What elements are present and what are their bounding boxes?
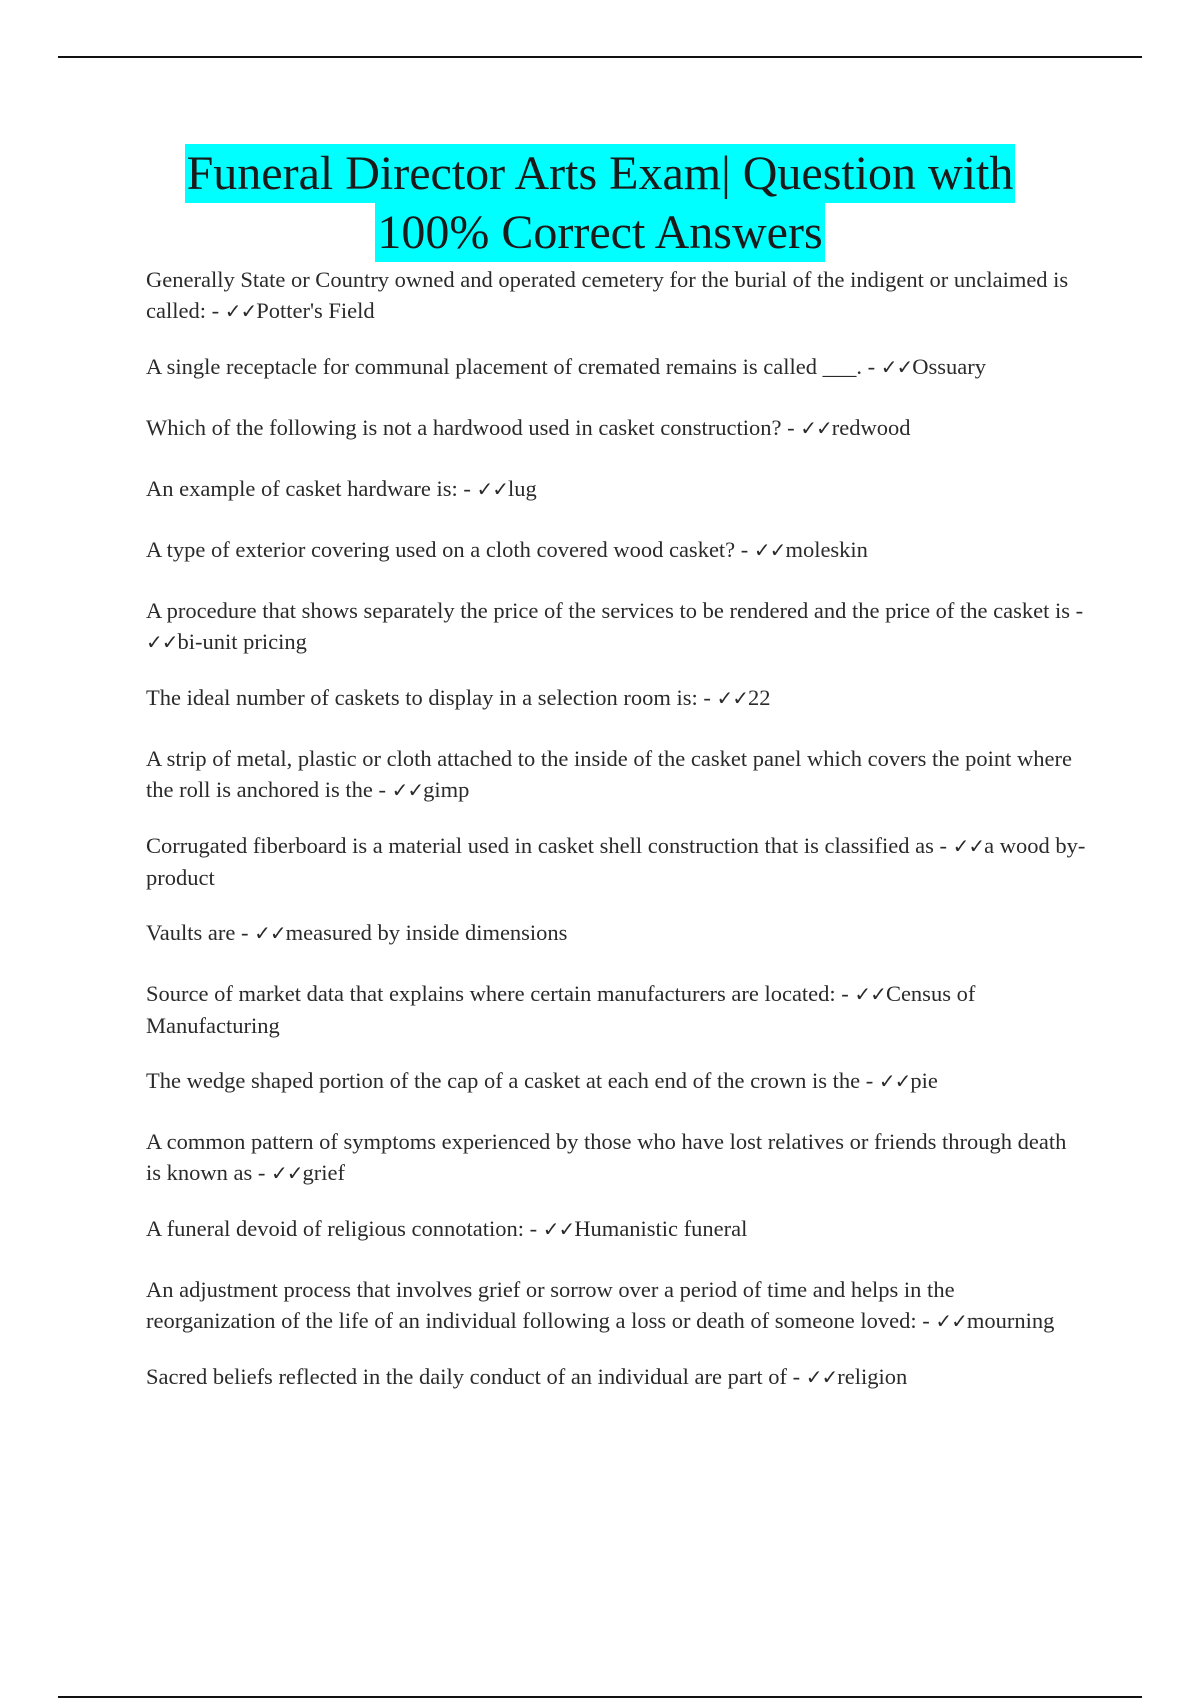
question-answer-list — [146, 264, 1086, 1422]
question-text: An example of casket hardware is: - — [146, 476, 477, 501]
question-text: A common pattern of symptoms experienced by those who have lost relatives or friends through death is known as - — [146, 1129, 1067, 1185]
qa-item — [146, 1065, 1086, 1097]
answer-text: moleskin — [785, 537, 868, 562]
qa-item — [146, 351, 1086, 383]
double-check-icon: ✓✓ — [716, 686, 748, 710]
qa-item — [146, 917, 1086, 949]
qa-item — [146, 412, 1086, 444]
qa-item — [146, 534, 1086, 566]
question-text: An adjustment process that involves grief or sorrow over a period of time and helps in the reorganization of the life of an individual following a loss or death of someone loved: - — [146, 1277, 955, 1333]
double-check-icon: ✓✓ — [800, 416, 832, 440]
double-check-icon: ✓✓ — [271, 1161, 303, 1185]
answer-text: a wood by-product — [146, 833, 1086, 890]
double-check-icon: ✓✓ — [476, 477, 509, 501]
question-text: Vaults are - — [146, 920, 255, 945]
qa-item — [146, 682, 1086, 714]
double-check-icon: ✓✓ — [254, 921, 286, 945]
question-text: A funeral devoid of religious connotation: - — [146, 1216, 543, 1241]
qa-item — [146, 1213, 1086, 1245]
double-check-icon: ✓✓ — [952, 834, 985, 858]
double-check-icon: ✓✓ — [935, 1309, 967, 1333]
question-text: A single receptacle for communal placement of cremated remains is called ___. - — [146, 354, 881, 379]
qa-item — [146, 1126, 1086, 1189]
footer-rule — [58, 1696, 1142, 1698]
double-check-icon: ✓✓ — [805, 1365, 838, 1389]
answer-text: redwood — [831, 415, 911, 440]
answer-text: measured by inside dimensions — [285, 920, 568, 945]
title-line-1: Funeral Director Arts Exam| Question with — [185, 144, 1016, 203]
question-text: A type of exterior covering used on a cloth covered wood casket? - — [146, 537, 754, 562]
question-text: A procedure that shows separately the price of the services to be rendered and the price of the casket is - — [146, 598, 1084, 623]
question-text: Sacred beliefs reflected in the daily conduct of an individual are part of - — [146, 1364, 806, 1389]
answer-text: pie — [910, 1068, 938, 1093]
question-text: The ideal number of caskets to display in a selection room is: - — [146, 685, 717, 710]
question-text: Source of market data that explains where certain manufacturers are located: - — [146, 981, 855, 1006]
qa-item — [146, 1361, 1086, 1393]
question-text: Generally State or Country owned and operated cemetery for the burial of the indigent or unclaimed is called: - — [146, 267, 1069, 323]
qa-item — [146, 595, 1086, 658]
answer-text: lug — [508, 476, 537, 501]
double-check-icon: ✓✓ — [542, 1217, 575, 1241]
question-text: A strip of metal, plastic or cloth attached to the inside of the casket panel which covers the point where the roll is anchored is the - — [146, 746, 1072, 802]
answer-text: Potter's Field — [256, 298, 375, 323]
double-check-icon: ✓✓ — [146, 630, 178, 654]
double-check-icon: ✓✓ — [878, 1069, 911, 1093]
qa-item — [146, 1274, 1086, 1337]
answer-text: Humanistic funeral — [574, 1216, 748, 1241]
double-check-icon: ✓✓ — [224, 299, 257, 323]
double-check-icon: ✓✓ — [854, 982, 886, 1006]
answer-text: mourning — [966, 1308, 1055, 1333]
answer-text: religion — [837, 1364, 908, 1389]
document-title — [0, 144, 1200, 262]
qa-item — [146, 473, 1086, 505]
qa-item — [146, 264, 1086, 327]
qa-item — [146, 978, 1086, 1041]
question-text: The wedge shaped portion of the cap of a casket at each end of the crown is the - — [146, 1068, 879, 1093]
answer-text: gimp — [423, 777, 470, 802]
qa-item — [146, 743, 1086, 806]
answer-text: bi-unit pricing — [177, 629, 307, 654]
answer-text: 22 — [748, 685, 771, 710]
double-check-icon: ✓✓ — [391, 778, 424, 802]
double-check-icon: ✓✓ — [880, 355, 913, 379]
qa-item — [146, 830, 1086, 893]
answer-text: Ossuary — [912, 354, 986, 379]
question-text: Which of the following is not a hardwood used in casket construction? - — [146, 415, 801, 440]
double-check-icon: ✓✓ — [753, 538, 786, 562]
question-text: Corrugated fiberboard is a material used in casket shell construction that is classified as - — [146, 833, 953, 858]
title-line-2: 100% Correct Answers — [375, 203, 824, 262]
answer-text: Census of Manufacturing — [146, 981, 976, 1038]
header-rule — [58, 56, 1142, 58]
answer-text: grief — [302, 1160, 345, 1185]
